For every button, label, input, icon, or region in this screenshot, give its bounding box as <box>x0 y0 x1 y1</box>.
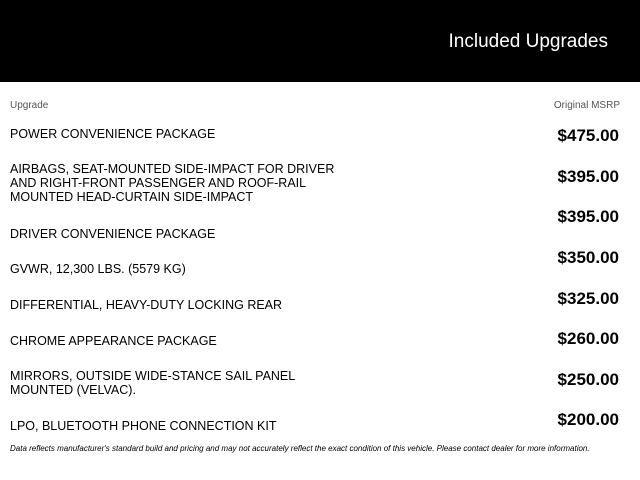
upgrade-price: $395.00 <box>557 207 619 226</box>
upgrade-item: DIFFERENTIAL, HEAVY-DUTY LOCKING REAR <box>10 298 283 312</box>
upgrade-item: DRIVER CONVENIENCE PACKAGE <box>10 227 216 241</box>
upgrade-price: $260.00 <box>557 329 619 348</box>
msrp-column-header: Original MSRP <box>553 100 620 111</box>
upgrade-item: POWER CONVENIENCE PACKAGE <box>10 127 216 141</box>
header-bar <box>0 0 640 82</box>
upgrade-item: MIRRORS, OUTSIDE WIDE-STANCE SAIL PANEL MOUNTED (VELVAC). <box>10 369 295 397</box>
upgrade-price: $250.00 <box>557 370 619 389</box>
upgrade-item: GVWR, 12,300 LBS. (5579 KG) <box>10 262 186 276</box>
upgrade-price: $475.00 <box>557 126 619 145</box>
upgrade-item: LPO, BLUETOOTH PHONE CONNECTION KIT <box>10 419 277 433</box>
page-title: Included Upgrades <box>448 31 608 52</box>
upgrade-item: AIRBAGS, SEAT-MOUNTED SIDE-IMPACT FOR DRIVER AND RIGHT-FRONT PASSENGER AND ROOF-RAIL MOUNTED HEAD-CURTAIN SIDE-IMPACT <box>10 162 335 204</box>
upgrade-price: $325.00 <box>557 289 619 308</box>
upgrade-price: $350.00 <box>557 248 619 267</box>
upgrade-price: $395.00 <box>557 167 619 186</box>
upgrade-price: $200.00 <box>557 410 619 429</box>
upgrade-column-header: Upgrade <box>10 100 49 111</box>
disclaimer-text: Data reflects manufacturer's standard build and pricing and may not accurately reflect the exact condition of this vehicle. Please contact dealer for more information. <box>10 444 590 453</box>
upgrade-item: CHROME APPEARANCE PACKAGE <box>10 334 217 348</box>
